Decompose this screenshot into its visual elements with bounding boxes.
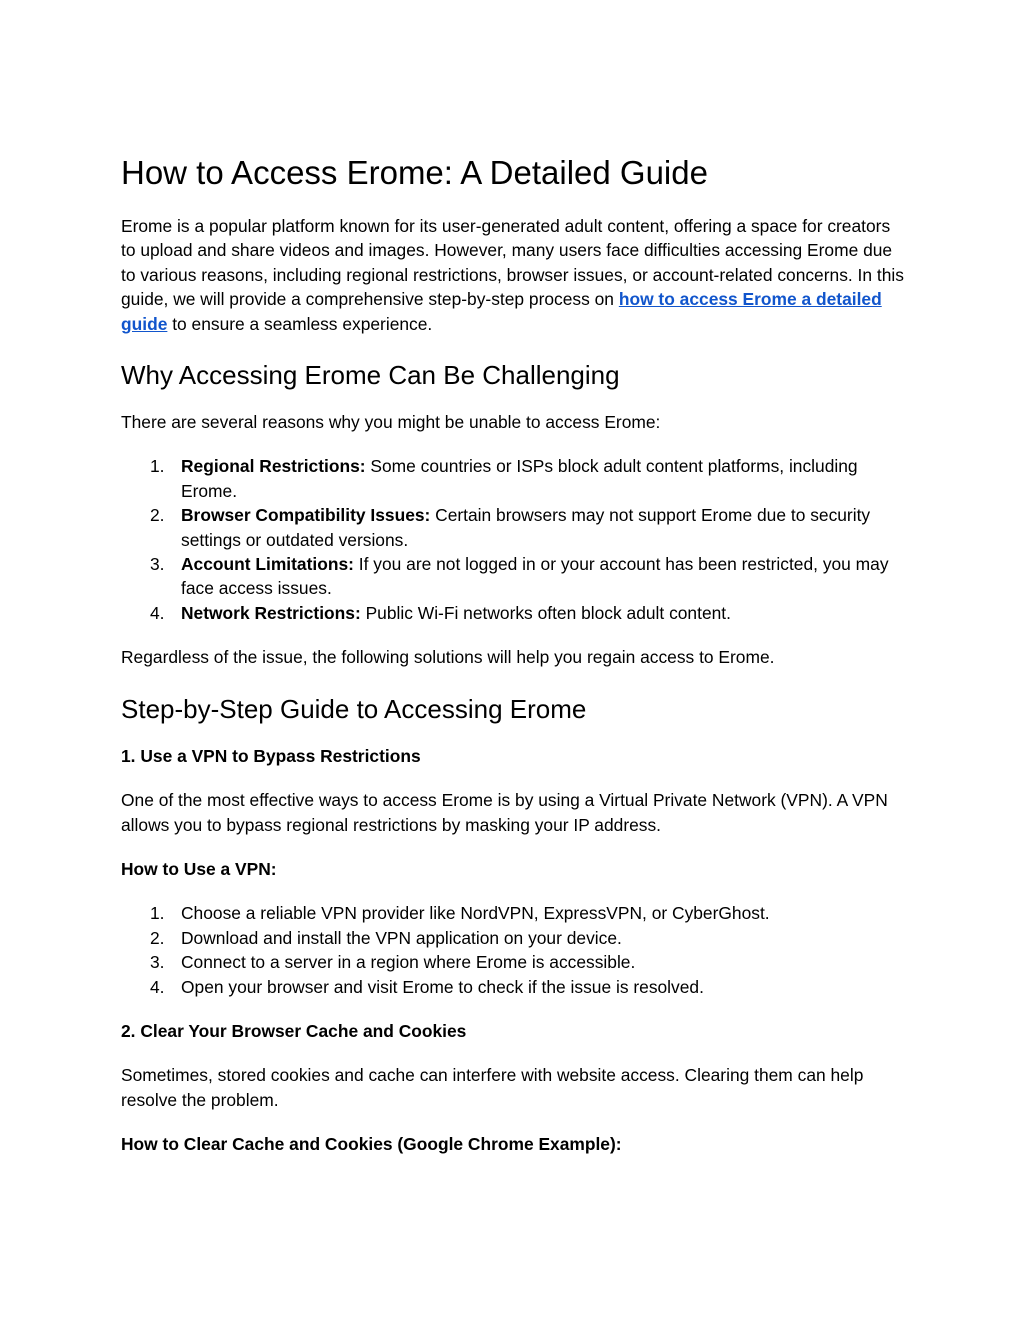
- list-number: 3.: [150, 554, 165, 575]
- list-item-text: Choose a reliable VPN provider like NordVPN, ExpressVPN, or CyberGhost.: [181, 903, 770, 924]
- list-item: [121, 950, 904, 974]
- list-item-text: If you are not logged in or your account has been restricted, you may face access issues.: [181, 554, 889, 599]
- list-number: 4.: [150, 602, 165, 623]
- list-item: [121, 926, 904, 950]
- list-item: [121, 601, 904, 625]
- list-item-text: Some countries or ISPs block adult content platforms, including Erome.: [181, 456, 858, 501]
- vpn-steps-list: [121, 901, 904, 999]
- list-item: [121, 503, 904, 552]
- step2-subheading: How to Clear Cache and Cookies (Google Chrome Example):: [121, 1134, 622, 1155]
- section1-closing: Regardless of the issue, the following solutions will help you regain access to Erome.: [121, 647, 775, 668]
- list-number: 2.: [150, 927, 165, 948]
- step2-paragraph: Sometimes, stored cookies and cache can interfere with website access. Clearing them can help resolve the problem.: [121, 1065, 864, 1110]
- list-item: [121, 975, 904, 999]
- list-number: 4.: [150, 976, 165, 997]
- section2-heading: Step-by-Step Guide to Accessing Erome: [121, 693, 587, 724]
- list-number: 1.: [150, 456, 165, 477]
- intro-paragraph: [121, 214, 904, 336]
- list-item-text: Certain browsers may not support Erome due to security settings or outdated versions.: [181, 505, 871, 550]
- list-item: [121, 454, 904, 503]
- list-item-label: Browser Compatibility Issues:: [181, 505, 431, 526]
- intro-text-after: to ensure a seamless experience.: [167, 313, 433, 334]
- list-item-text: Connect to a server in a region where Erome is accessible.: [181, 952, 636, 973]
- step1-heading: 1. Use a VPN to Bypass Restrictions: [121, 745, 421, 766]
- section1-heading: Why Accessing Erome Can Be Challenging: [121, 360, 620, 391]
- step1-paragraph: One of the most effective ways to access Erome is by using a Virtual Private Network (VPN). A VPN allows you to bypass regional restrictions by masking your IP address.: [121, 790, 888, 835]
- list-number: 3.: [150, 952, 165, 973]
- list-number: 1.: [150, 903, 165, 924]
- list-number: 2.: [150, 505, 165, 526]
- list-item-label: Regional Restrictions:: [181, 456, 366, 477]
- document-title: How to Access Erome: A Detailed Guide: [121, 154, 708, 191]
- guide-link[interactable]: how to access Erome a detailed guide: [121, 289, 882, 334]
- section1-lead: There are several reasons why you might be unable to access Erome:: [121, 412, 661, 433]
- list-item-label: Account Limitations:: [181, 554, 354, 575]
- reasons-list: [121, 454, 904, 625]
- list-item: [121, 552, 904, 601]
- list-item-text: Public Wi-Fi networks often block adult content.: [360, 602, 731, 623]
- step2-heading: 2. Clear Your Browser Cache and Cookies: [121, 1020, 467, 1041]
- intro-text-before: Erome is a popular platform known for its user-generated adult content, offering a space for creators to upload and share videos and images. However, many users face difficulties accessing Erome due to various reasons, including regional restrictions, browser issues, or account-related concerns. In this guide, we will provide a comprehensive step-by-step process on: [121, 216, 904, 310]
- list-item: [121, 901, 904, 925]
- step1-subheading: How to Use a VPN:: [121, 858, 277, 879]
- list-item-text: Download and install the VPN application on your device.: [181, 927, 622, 948]
- list-item-label: Network Restrictions:: [181, 602, 361, 623]
- list-item-text: Open your browser and visit Erome to check if the issue is resolved.: [181, 976, 704, 997]
